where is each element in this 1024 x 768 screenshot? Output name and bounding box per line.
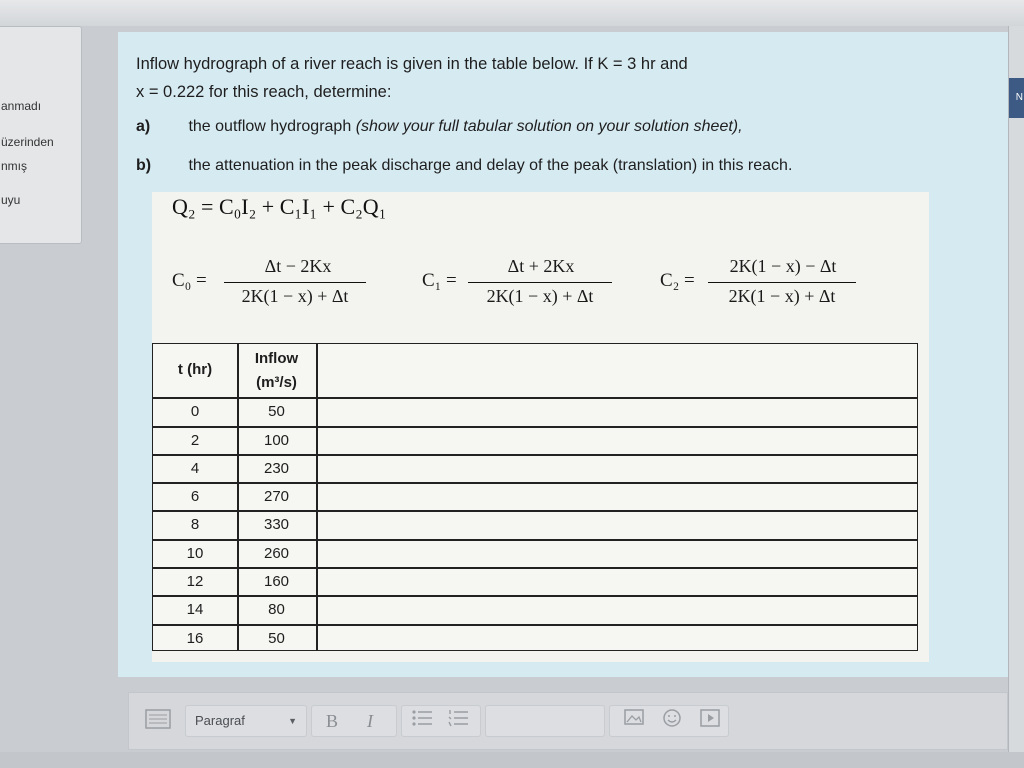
- c1-label: C₁ =: [422, 270, 457, 291]
- part-b-tag: b): [136, 157, 152, 174]
- cell-t: 16: [186, 630, 204, 647]
- c1-denominator: 2K(1 − x) + Δt: [486, 286, 594, 306]
- cell-inflow: 50: [268, 403, 285, 420]
- emoji-icon[interactable]: [657, 708, 687, 734]
- c2-formula: [660, 254, 860, 314]
- cell-inflow: 270: [263, 488, 290, 505]
- cell-inflow: 230: [263, 460, 290, 477]
- cell-t: 12: [186, 573, 204, 590]
- c2-numerator: 2K(1 − x) − Δt: [729, 256, 837, 276]
- numbered-list-icon[interactable]: [443, 708, 473, 734]
- c1-formula: [422, 254, 622, 314]
- cell-t: 6: [190, 488, 200, 505]
- italic-button[interactable]: I: [367, 711, 373, 731]
- cell-inflow: 50: [268, 630, 285, 647]
- cell-inflow: 80: [268, 601, 285, 618]
- part-a-italic: (show your full tabular solution on your solution sheet),: [355, 118, 743, 135]
- c1-numerator: Δt + 2Kx: [507, 256, 575, 276]
- c0-numerator: Δt − 2Kx: [264, 256, 332, 276]
- table-row-divider: [153, 482, 917, 484]
- table-row-divider: [153, 567, 917, 569]
- question-intro: [136, 50, 836, 106]
- c0-label: C₀ =: [172, 270, 207, 291]
- c0-fraction-bar: [224, 282, 366, 283]
- c0-formula: [172, 254, 372, 314]
- part-a-tag: a): [136, 118, 151, 135]
- table-row-divider: [153, 539, 917, 541]
- insert-image-icon[interactable]: [619, 708, 649, 734]
- table-row-divider: [153, 595, 917, 597]
- table-column-divider: [316, 344, 318, 650]
- question-intro-line1: Inflow hydrograph of a river reach is given in the table below. If K = 3 hr and: [136, 55, 688, 73]
- bold-button[interactable]: B: [325, 711, 338, 731]
- paragraph-format-select[interactable]: [189, 708, 301, 734]
- c2-label: C₂ =: [660, 270, 695, 291]
- cell-t: 8: [190, 516, 200, 533]
- question-part-b: [136, 157, 792, 175]
- cell-t: 0: [190, 403, 200, 420]
- cell-inflow: 330: [263, 516, 290, 533]
- header-inflow: Inflow: [254, 350, 299, 367]
- cell-t: 14: [186, 601, 204, 618]
- cell-t: 10: [186, 545, 204, 562]
- c2-denominator: 2K(1 − x) + Δt: [728, 286, 836, 306]
- right-edge-panel: [1008, 26, 1024, 768]
- empty-toolbar-group: [485, 705, 605, 737]
- sidebar-item[interactable]: anmadı: [1, 99, 42, 113]
- table-row-divider: [153, 426, 917, 428]
- bullet-list-icon[interactable]: [407, 708, 437, 734]
- sidebar-item[interactable]: nmış: [1, 159, 28, 173]
- c0-denominator: 2K(1 − x) + Δt: [241, 286, 349, 306]
- part-b-text: the attenuation in the peak discharge and delay of the peak (translation) in this reach.: [188, 157, 793, 174]
- header-t: t (hr): [177, 361, 213, 378]
- question-part-a: [136, 118, 743, 136]
- table-row-divider: [153, 624, 917, 626]
- left-sidebar: [0, 26, 82, 244]
- routing-equation: Q₂ = C₀I₂ + C₁I₁ + C₂Q₁: [172, 194, 387, 219]
- table-row-divider: [153, 510, 917, 512]
- cell-t: 4: [190, 460, 200, 477]
- question-intro-line2: x = 0.222 for this reach, determine:: [136, 83, 392, 101]
- header-inflow-unit: (m³/s): [256, 374, 297, 391]
- sidebar-item[interactable]: üzerinden: [1, 135, 54, 149]
- table-row-divider: [153, 397, 917, 399]
- cell-t: 2: [190, 432, 200, 449]
- c1-fraction-bar: [468, 282, 612, 283]
- cell-inflow: 100: [263, 432, 290, 449]
- answer-editor-toolbar: [128, 692, 1008, 750]
- paragraph-format-value: Paragraf: [195, 713, 245, 728]
- insert-media-icon[interactable]: [695, 708, 725, 734]
- part-a-text: the outflow hydrograph: [188, 118, 352, 135]
- cell-inflow: 260: [263, 545, 290, 562]
- c2-fraction-bar: [708, 282, 856, 283]
- right-edge-button[interactable]: N: [1009, 78, 1024, 118]
- cell-inflow: 160: [263, 573, 290, 590]
- sidebar-item[interactable]: uyu: [1, 193, 21, 207]
- table-row-divider: [153, 454, 917, 456]
- chevron-down-icon: ▼: [288, 716, 297, 726]
- browser-top-strip: [0, 0, 1024, 26]
- toolbar-toggle-icon[interactable]: [141, 708, 175, 734]
- inflow-table: [152, 343, 918, 651]
- editor-content-area-edge: [0, 752, 1024, 768]
